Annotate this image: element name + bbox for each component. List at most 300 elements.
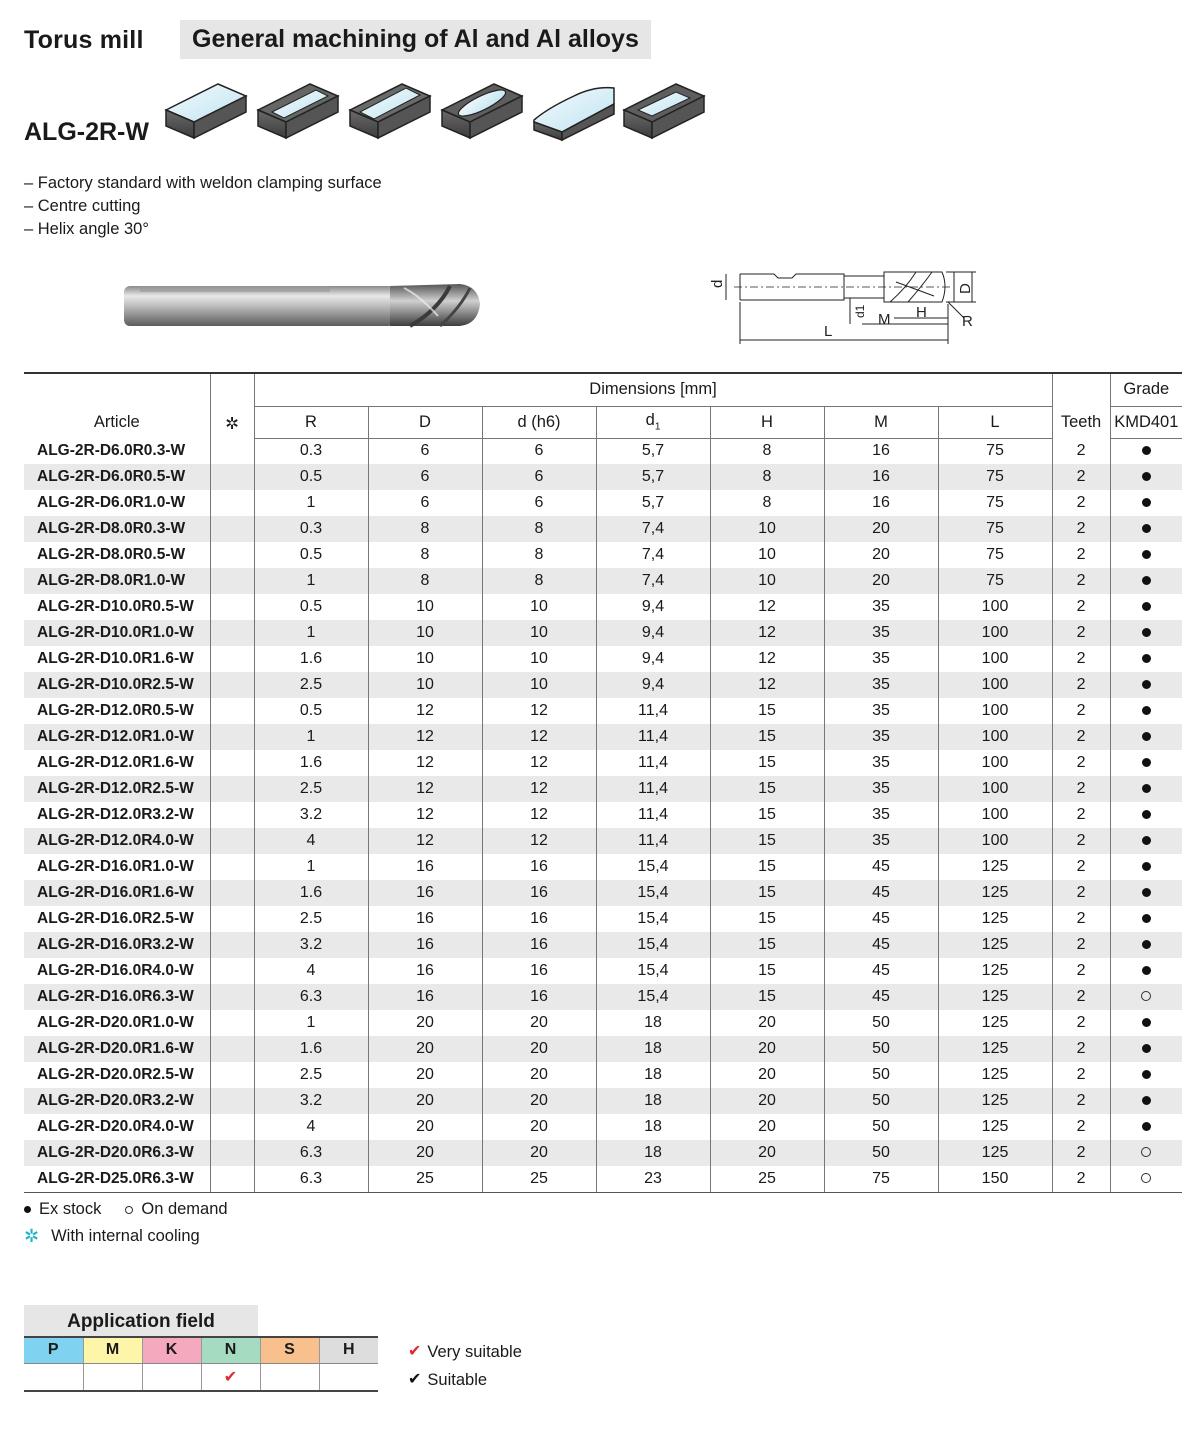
r-cell: 1 <box>254 490 368 516</box>
d-cell: 8 <box>368 516 482 542</box>
d-cell: 20 <box>368 1114 482 1140</box>
r-cell: 3.2 <box>254 802 368 828</box>
grade-cell <box>1110 542 1182 568</box>
h-cell: 8 <box>710 490 824 516</box>
l-cell: 150 <box>938 1166 1052 1192</box>
m-cell: 35 <box>824 672 938 698</box>
d-cell: 16 <box>368 958 482 984</box>
h-cell: 20 <box>710 1088 824 1114</box>
m-cell: 45 <box>824 906 938 932</box>
on-demand-circle-icon <box>1141 991 1151 1001</box>
cooling-cell <box>210 880 254 906</box>
d-cell: 10 <box>368 620 482 646</box>
cooling-cell <box>210 1114 254 1140</box>
product-code: ALG-2R-W <box>24 118 149 146</box>
l-cell: 100 <box>938 776 1052 802</box>
m-cell: 35 <box>824 776 938 802</box>
d-cell: 16 <box>368 932 482 958</box>
d-cell: 20 <box>368 1036 482 1062</box>
l-cell: 125 <box>938 906 1052 932</box>
grade-cell <box>1110 568 1182 594</box>
d1-cell: 5,7 <box>596 438 710 464</box>
article-cell: ALG-2R-D25.0R6.3-W <box>24 1166 210 1192</box>
teeth-cell: 2 <box>1052 672 1110 698</box>
ex-stock-label: Ex stock <box>39 1200 102 1218</box>
h-cell: 12 <box>710 646 824 672</box>
cooling-cell <box>210 1140 254 1166</box>
teeth-cell: 2 <box>1052 516 1110 542</box>
h-cell: 20 <box>710 1062 824 1088</box>
category-title: General machining of Al and Al alloys <box>180 20 651 59</box>
teeth-cell: 2 <box>1052 542 1110 568</box>
drawing-label-M: M <box>878 311 891 328</box>
grade-cell <box>1110 594 1182 620</box>
on-demand-label: On demand <box>141 1200 228 1218</box>
l-cell: 125 <box>938 932 1052 958</box>
feature-item: – Factory standard with weldon clamping surface <box>24 174 382 192</box>
teeth-cell: 2 <box>1052 724 1110 750</box>
slot-milling-icon <box>350 84 430 138</box>
table-row <box>24 750 1182 776</box>
suitability-legend <box>408 1338 522 1394</box>
d-h6-cell: 12 <box>482 698 596 724</box>
teeth-cell: 2 <box>1052 1010 1110 1036</box>
r-cell: 1.6 <box>254 880 368 906</box>
article-cell: ALG-2R-D8.0R1.0-W <box>24 568 210 594</box>
article-cell: ALG-2R-D6.0R1.0-W <box>37 494 186 511</box>
grade-cell <box>1110 828 1182 854</box>
l-cell: 75 <box>938 438 1052 464</box>
application-field <box>24 1305 378 1392</box>
grade-header: Grade <box>1110 373 1182 406</box>
material-suitability-k <box>142 1363 201 1391</box>
drawing-label-d: d <box>709 279 726 288</box>
l-cell: 125 <box>938 1114 1052 1140</box>
grade-cell <box>1110 464 1182 490</box>
r-cell: 6.3 <box>254 984 368 1010</box>
r-cell: 2.5 <box>254 906 368 932</box>
d-cell: 8 <box>368 568 482 594</box>
end-mill-photo <box>120 270 490 340</box>
teeth-cell: 2 <box>1052 932 1110 958</box>
ex-stock-dot-icon <box>1142 862 1151 871</box>
cooling-cell <box>210 828 254 854</box>
ex-stock-dot-icon <box>1142 628 1151 637</box>
table-row <box>24 516 1182 542</box>
d1-cell: 18 <box>596 1140 710 1166</box>
d-h6-cell: 12 <box>482 750 596 776</box>
h-cell: 15 <box>710 958 824 984</box>
cooling-cell <box>210 490 254 516</box>
l-cell: 75 <box>938 568 1052 594</box>
d1-cell: 18 <box>596 1088 710 1114</box>
article-cell: ALG-2R-D20.0R1.6-W <box>24 1036 210 1062</box>
d1-cell: 18 <box>596 1062 710 1088</box>
h-cell: 15 <box>710 724 824 750</box>
l-cell: 100 <box>938 750 1052 776</box>
l-cell: 125 <box>938 854 1052 880</box>
article-cell: ALG-2R-D16.0R2.5-W <box>37 910 194 927</box>
ex-stock-dot-icon <box>1142 758 1151 767</box>
r-cell: 0.5 <box>254 594 368 620</box>
snowflake-icon: ✲ <box>24 1226 40 1246</box>
r-cell: 1.6 <box>254 646 368 672</box>
teeth-cell: 2 <box>1052 802 1110 828</box>
ex-stock-dot-icon <box>1142 940 1151 949</box>
grade-cell <box>1110 750 1182 776</box>
teeth-cell: 2 <box>1052 1140 1110 1166</box>
ex-stock-dot-icon <box>1142 732 1151 741</box>
r-cell: 4 <box>254 958 368 984</box>
shoulder-milling-icon <box>258 84 338 138</box>
d1-cell: 15,4 <box>596 906 710 932</box>
l-cell: 75 <box>938 516 1052 542</box>
col-header-d-h6: d (h6) <box>482 406 596 438</box>
l-cell: 125 <box>938 880 1052 906</box>
suitable-label: Suitable <box>427 1371 488 1389</box>
d1-cell: 5,7 <box>596 490 710 516</box>
d-h6-cell: 6 <box>482 464 596 490</box>
spec-table-body <box>24 438 1182 1192</box>
teeth-cell: 2 <box>1052 568 1110 594</box>
m-cell: 20 <box>824 568 938 594</box>
table-row <box>24 1010 1182 1036</box>
cooling-cell <box>210 932 254 958</box>
table-row <box>24 672 1182 698</box>
cooling-cell <box>210 958 254 984</box>
grade-cell <box>1110 438 1182 464</box>
d-h6-cell: 16 <box>482 906 596 932</box>
d1-cell: 15,4 <box>596 854 710 880</box>
d1-cell: 9,4 <box>596 672 710 698</box>
ex-stock-dot-icon <box>24 1206 31 1213</box>
stock-legend <box>24 1196 228 1250</box>
ex-stock-dot-icon <box>1142 706 1151 715</box>
r-cell: 2.5 <box>254 776 368 802</box>
l-cell: 100 <box>938 672 1052 698</box>
d-cell: 16 <box>368 880 482 906</box>
article-header: Article <box>24 373 210 438</box>
l-cell: 125 <box>938 1062 1052 1088</box>
dimensions-header: Dimensions [mm] <box>254 373 1052 406</box>
table-row <box>24 958 1182 984</box>
teeth-cell: 2 <box>1052 1114 1110 1140</box>
cooling-cell <box>210 1088 254 1114</box>
grade-cell <box>1110 906 1182 932</box>
article-cell: ALG-2R-D20.0R3.2-W <box>24 1088 210 1114</box>
cooling-cell <box>210 906 254 932</box>
h-cell: 15 <box>710 802 824 828</box>
d1-cell: 15,4 <box>596 880 710 906</box>
d-cell: 12 <box>368 828 482 854</box>
snowflake-icon: ✲ <box>210 373 254 438</box>
table-row <box>24 828 1182 854</box>
grade-cell <box>1110 646 1182 672</box>
r-cell: 0.5 <box>254 698 368 724</box>
teeth-cell: 2 <box>1052 698 1110 724</box>
teeth-cell: 2 <box>1052 854 1110 880</box>
h-cell: 15 <box>710 984 824 1010</box>
drawing-label-L: L <box>824 323 833 340</box>
m-cell: 45 <box>824 932 938 958</box>
teeth-cell: 2 <box>1052 984 1110 1010</box>
ex-stock-dot-icon <box>1142 550 1151 559</box>
table-row <box>24 932 1182 958</box>
h-cell: 10 <box>710 542 824 568</box>
teeth-cell: 2 <box>1052 438 1110 464</box>
d1-cell: 11,4 <box>596 776 710 802</box>
r-cell: 6.3 <box>254 1166 368 1192</box>
col-header-M: M <box>824 406 938 438</box>
grade-cell <box>1110 932 1182 958</box>
r-cell: 3.2 <box>254 1088 368 1114</box>
ex-stock-dot-icon <box>1142 654 1151 663</box>
d-cell: 12 <box>368 802 482 828</box>
m-cell: 16 <box>824 438 938 464</box>
d-cell: 20 <box>368 1010 482 1036</box>
article-cell: ALG-2R-D20.0R2.5-W <box>37 1066 194 1083</box>
table-row <box>24 1088 1182 1114</box>
on-demand-circle-icon <box>125 1206 133 1214</box>
l-cell: 100 <box>938 594 1052 620</box>
m-cell: 35 <box>824 828 938 854</box>
ex-stock-dot-icon <box>1142 966 1151 975</box>
cooling-cell <box>210 438 254 464</box>
table-row <box>24 1140 1182 1166</box>
teeth-cell: 2 <box>1052 1088 1110 1114</box>
grade-cell <box>1110 1140 1182 1166</box>
d-h6-cell: 12 <box>482 776 596 802</box>
r-cell: 1 <box>254 724 368 750</box>
article-cell: ALG-2R-D10.0R1.0-W <box>24 620 210 646</box>
col-header-R: R <box>254 406 368 438</box>
grade-cell <box>1110 620 1182 646</box>
table-row <box>24 880 1182 906</box>
grade-cell <box>1110 724 1182 750</box>
grade-cell <box>1110 490 1182 516</box>
m-cell: 50 <box>824 1114 938 1140</box>
material-code-h: H <box>319 1337 378 1363</box>
l-cell: 100 <box>938 802 1052 828</box>
m-cell: 35 <box>824 802 938 828</box>
l-cell: 75 <box>938 490 1052 516</box>
d-h6-cell: 10 <box>482 594 596 620</box>
d-h6-cell: 8 <box>482 516 596 542</box>
r-cell: 6.3 <box>254 1140 368 1166</box>
table-row <box>24 464 1182 490</box>
d-h6-cell: 12 <box>482 828 596 854</box>
d1-cell: 18 <box>596 1114 710 1140</box>
m-cell: 35 <box>824 594 938 620</box>
grade-cell <box>1110 672 1182 698</box>
article-cell: ALG-2R-D10.0R0.5-W <box>37 598 194 615</box>
article-cell: ALG-2R-D12.0R1.0-W <box>24 724 210 750</box>
r-cell: 4 <box>254 1114 368 1140</box>
d1-cell: 5,7 <box>596 464 710 490</box>
d1-cell: 9,4 <box>596 620 710 646</box>
m-cell: 45 <box>824 854 938 880</box>
material-table <box>24 1336 378 1392</box>
d1-cell: 15,4 <box>596 958 710 984</box>
r-cell: 0.3 <box>254 516 368 542</box>
h-cell: 15 <box>710 932 824 958</box>
dimension-drawing <box>702 262 994 348</box>
table-row <box>24 724 1182 750</box>
h-cell: 15 <box>710 776 824 802</box>
d-h6-cell: 16 <box>482 932 596 958</box>
d-cell: 6 <box>368 438 482 464</box>
d-h6-cell: 20 <box>482 1088 596 1114</box>
d-h6-cell: 10 <box>482 672 596 698</box>
d1-cell: 9,4 <box>596 646 710 672</box>
teeth-cell: 2 <box>1052 1036 1110 1062</box>
cooling-cell <box>210 1036 254 1062</box>
ex-stock-dot-icon <box>1142 576 1151 585</box>
very-suitable-check-icon: ✔ <box>408 1343 422 1360</box>
h-cell: 20 <box>710 1114 824 1140</box>
cooling-cell <box>210 620 254 646</box>
ex-stock-dot-icon <box>1142 784 1151 793</box>
ex-stock-dot-icon <box>1142 836 1151 845</box>
ex-stock-dot-icon <box>1142 446 1151 455</box>
m-cell: 50 <box>824 1010 938 1036</box>
d-h6-cell: 20 <box>482 1140 596 1166</box>
l-cell: 75 <box>938 464 1052 490</box>
m-cell: 50 <box>824 1036 938 1062</box>
feature-item: – Centre cutting <box>24 197 141 215</box>
d1-cell: 18 <box>596 1010 710 1036</box>
ex-stock-dot-icon <box>1142 810 1151 819</box>
teeth-cell: 2 <box>1052 828 1110 854</box>
h-cell: 20 <box>710 1140 824 1166</box>
table-row <box>24 984 1182 1010</box>
d-h6-cell: 20 <box>482 1010 596 1036</box>
spec-table-wrap <box>24 372 1182 1193</box>
table-row <box>24 854 1182 880</box>
d1-cell: 18 <box>596 1036 710 1062</box>
feature-item: – Helix angle 30° <box>24 220 149 238</box>
d-cell: 10 <box>368 672 482 698</box>
d-cell: 16 <box>368 984 482 1010</box>
col-header-D: D <box>368 406 482 438</box>
d-h6-cell: 16 <box>482 958 596 984</box>
table-row <box>24 490 1182 516</box>
d-h6-cell: 16 <box>482 880 596 906</box>
application-field-title: Application field <box>24 1305 258 1336</box>
h-cell: 15 <box>710 880 824 906</box>
table-row <box>24 1062 1182 1088</box>
table-row <box>24 698 1182 724</box>
grade-cell <box>1110 1062 1182 1088</box>
d-h6-cell: 8 <box>482 542 596 568</box>
d1-cell: 7,4 <box>596 568 710 594</box>
h-cell: 25 <box>710 1166 824 1192</box>
table-row <box>24 1036 1182 1062</box>
teeth-cell: 2 <box>1052 646 1110 672</box>
h-cell: 15 <box>710 698 824 724</box>
ex-stock-dot-icon <box>1142 680 1151 689</box>
grade-cell <box>1110 776 1182 802</box>
d-cell: 8 <box>368 542 482 568</box>
drawing-label-D: D <box>957 283 974 294</box>
ex-stock-dot-icon <box>1142 472 1151 481</box>
cooling-cell <box>210 802 254 828</box>
ex-stock-dot-icon <box>1142 1070 1151 1079</box>
m-cell: 35 <box>824 724 938 750</box>
cooling-cell <box>210 594 254 620</box>
col-header-d1: $d_1$ <box>596 406 710 438</box>
d-h6-cell: 20 <box>482 1036 596 1062</box>
d-h6-cell: 10 <box>482 620 596 646</box>
article-cell: ALG-2R-D16.0R4.0-W <box>37 962 194 979</box>
teeth-cell: 2 <box>1052 490 1110 516</box>
cooling-cell <box>210 750 254 776</box>
article-cell: ALG-2R-D10.0R1.6-W <box>37 650 194 667</box>
article-cell: ALG-2R-D8.0R0.5-W <box>37 546 186 563</box>
teeth-cell: 2 <box>1052 776 1110 802</box>
h-cell: 12 <box>710 620 824 646</box>
d-cell: 10 <box>368 646 482 672</box>
article-cell: ALG-2R-D6.0R0.5-W <box>24 464 210 490</box>
r-cell: 4 <box>254 828 368 854</box>
very-suitable-check-icon: ✔ <box>223 1368 238 1386</box>
teeth-cell: 2 <box>1052 464 1110 490</box>
m-cell: 35 <box>824 750 938 776</box>
d1-cell: 15,4 <box>596 932 710 958</box>
d1-cell: 11,4 <box>596 724 710 750</box>
grade-cell <box>1110 958 1182 984</box>
cooling-cell <box>210 568 254 594</box>
table-row <box>24 646 1182 672</box>
d-h6-cell: 16 <box>482 984 596 1010</box>
table-row <box>24 776 1182 802</box>
d-cell: 20 <box>368 1088 482 1114</box>
d1-cell: 11,4 <box>596 802 710 828</box>
table-row <box>24 542 1182 568</box>
r-cell: 2.5 <box>254 672 368 698</box>
spec-table <box>24 372 1182 1193</box>
d-h6-cell: 20 <box>482 1062 596 1088</box>
d-cell: 6 <box>368 490 482 516</box>
d1-cell: 15,4 <box>596 984 710 1010</box>
article-cell: ALG-2R-D16.0R1.6-W <box>24 880 210 906</box>
table-row <box>24 568 1182 594</box>
material-code-s: S <box>260 1337 319 1363</box>
grade-cell <box>1110 1088 1182 1114</box>
r-cell: 1.6 <box>254 1036 368 1062</box>
teeth-cell: 2 <box>1052 1166 1110 1192</box>
table-row <box>24 1114 1182 1140</box>
grade-cell <box>1110 984 1182 1010</box>
d-cell: 6 <box>368 464 482 490</box>
ex-stock-dot-icon <box>1142 524 1151 533</box>
l-cell: 125 <box>938 958 1052 984</box>
cooling-cell <box>210 1010 254 1036</box>
d-cell: 12 <box>368 776 482 802</box>
d-h6-cell: 16 <box>482 854 596 880</box>
teeth-cell: 2 <box>1052 620 1110 646</box>
material-code-m: M <box>83 1337 142 1363</box>
d-cell: 20 <box>368 1140 482 1166</box>
ex-stock-dot-icon <box>1142 498 1151 507</box>
m-cell: 35 <box>824 620 938 646</box>
h-cell: 15 <box>710 828 824 854</box>
cooling-cell <box>210 672 254 698</box>
h-cell: 8 <box>710 438 824 464</box>
table-row <box>24 594 1182 620</box>
pocket-milling-icon <box>442 84 522 138</box>
category-label: Torus mill <box>24 26 144 54</box>
